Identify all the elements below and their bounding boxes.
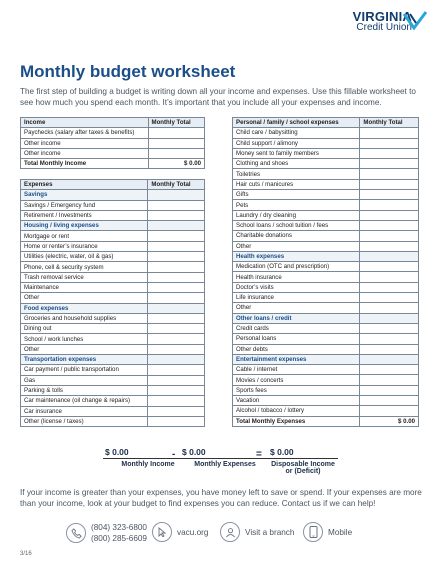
- summary-disposable: [268, 447, 338, 475]
- summary-disposable-value: $ 0.00: [268, 447, 338, 459]
- website-link[interactable]: vacu.org: [177, 527, 209, 537]
- table-row: Alcohol / tobacco / lottery: [233, 406, 360, 416]
- summary-disposable-label: [268, 461, 338, 475]
- page-title: Monthly budget worksheet: [20, 62, 236, 81]
- amount-field[interactable]: [148, 210, 205, 220]
- phone-icon: [66, 523, 86, 543]
- amount-field[interactable]: [148, 128, 205, 138]
- income-total-value: $ 0.00: [148, 159, 205, 169]
- amount-field[interactable]: [360, 241, 419, 251]
- minus-sign: -: [172, 449, 176, 460]
- expenses-table: [20, 179, 205, 427]
- amount-field[interactable]: [360, 200, 419, 210]
- amount-field[interactable]: [360, 303, 419, 313]
- table-row: Life insurance: [233, 293, 360, 303]
- table-row: Sports fees: [233, 385, 360, 395]
- amount-field[interactable]: [360, 169, 419, 179]
- amount-field[interactable]: [360, 138, 419, 148]
- table-row: Utilities (electric, water, oil & gas): [21, 252, 148, 262]
- amount-field[interactable]: [360, 272, 419, 282]
- table-row: Paychecks (salary after taxes & benefits): [21, 128, 149, 138]
- mobile-phone-icon: [303, 522, 323, 542]
- table-row: Other: [233, 241, 360, 251]
- logo-swoosh-icon: [402, 10, 428, 32]
- amount-field[interactable]: [360, 231, 419, 241]
- footer-date: 3/16: [20, 551, 32, 557]
- logo-name: VIRGINIA: [352, 9, 412, 24]
- amount-field[interactable]: [148, 416, 205, 426]
- amount-field[interactable]: [360, 179, 419, 189]
- amount-field[interactable]: [148, 282, 205, 292]
- table-row: Child support / alimony: [233, 138, 360, 148]
- summary-income-label: Monthly Income: [121, 461, 175, 468]
- amount-field[interactable]: [148, 252, 205, 262]
- section-housing: Housing / living expenses: [21, 221, 148, 231]
- table-row: Other: [21, 293, 148, 303]
- table-row: Credit cards: [233, 323, 360, 333]
- intro-text: The first step of building a budget is writing down all your income and expenses. Use this fillable worksheet to see how much you spend each month. It’s important that you include all your expenses and income.: [20, 87, 416, 107]
- amount-field[interactable]: [148, 324, 205, 334]
- amount-field[interactable]: [148, 200, 205, 210]
- table-row: Home or renter’s insurance: [21, 241, 148, 251]
- table-row: Other: [233, 303, 360, 313]
- amount-field[interactable]: [360, 148, 419, 158]
- expenses-total-header: Monthly Total: [148, 180, 205, 190]
- table-row: Phone, cell & security system: [21, 262, 148, 272]
- expenses-total-label: Total Monthly Expenses: [233, 416, 360, 426]
- table-row: Other: [21, 344, 148, 354]
- table-row: Other debts: [233, 344, 360, 354]
- amount-field[interactable]: [360, 282, 419, 292]
- amount-field[interactable]: [360, 293, 419, 303]
- amount-field[interactable]: [360, 334, 419, 344]
- table-row: Mortgage or rent: [21, 231, 148, 241]
- table-row: Movies / concerts: [233, 375, 360, 385]
- amount-field[interactable]: [360, 365, 419, 375]
- amount-field[interactable]: [360, 128, 419, 138]
- table-row: School / work lunches: [21, 334, 148, 344]
- visit-branch-text[interactable]: Visit a branch: [245, 527, 295, 537]
- table-row: Savings / Emergency fund: [21, 200, 148, 210]
- table-row: Trash removal service: [21, 272, 148, 282]
- expenses-header: Expenses: [21, 180, 148, 190]
- table-row: Other income: [21, 138, 149, 148]
- table-row: Maintenance: [21, 282, 148, 292]
- table-row: Child care / babysitting: [233, 128, 360, 138]
- amount-field[interactable]: [148, 396, 205, 406]
- section-food: Food expenses: [21, 303, 148, 313]
- table-row: Groceries and household supplies: [21, 313, 148, 323]
- amount-field[interactable]: [148, 293, 205, 303]
- amount-field[interactable]: [360, 396, 419, 406]
- summary-expenses-label: Monthly Expenses: [194, 461, 256, 468]
- expenses-total-value: $ 0.00: [360, 416, 419, 426]
- income-total-label: Total Monthly Income: [21, 159, 149, 169]
- section-transportation: Transportation expenses: [21, 355, 148, 365]
- table-row: School loans / school tuition / fees: [233, 220, 360, 230]
- amount-field[interactable]: [148, 334, 205, 344]
- amount-field[interactable]: [148, 138, 205, 148]
- amount-field[interactable]: [360, 159, 419, 169]
- amount-field[interactable]: [148, 344, 205, 354]
- amount-field[interactable]: [148, 313, 205, 323]
- closing-text: If your income is greater than your expenses, you have money left to save or spend. If your expenses are more than your income, look at your budget to find expenses you can reduce. Contact us if we can help!: [20, 488, 422, 508]
- amount-field[interactable]: [148, 375, 205, 385]
- phone-number-1[interactable]: (804) 323-6800: [91, 523, 147, 532]
- table-row: Doctor’s visits: [233, 282, 360, 292]
- income-total-header: Monthly Total: [148, 118, 205, 128]
- disposable-label-line2: or (Deficit): [285, 468, 321, 475]
- amount-field[interactable]: [148, 241, 205, 251]
- table-row: Laundry / dry cleaning: [233, 210, 360, 220]
- personal-expenses-table: [232, 117, 419, 427]
- amount-field[interactable]: [360, 210, 419, 220]
- amount-field[interactable]: [148, 231, 205, 241]
- income-header: Income: [21, 118, 149, 128]
- section-loans: Other loans / credit: [233, 313, 360, 323]
- summary-expenses-value: $ 0.00: [180, 447, 270, 459]
- amount-field[interactable]: [360, 375, 419, 385]
- contact-branch[interactable]: [220, 522, 294, 542]
- amount-field[interactable]: [360, 190, 419, 200]
- amount-field[interactable]: [360, 220, 419, 230]
- table-row: Medication (OTC and prescription): [233, 262, 360, 272]
- table-row: Clothing and shoes: [233, 159, 360, 169]
- table-row: Health insurance: [233, 272, 360, 282]
- contact-phone[interactable]: [66, 522, 147, 544]
- section-savings: Savings: [21, 190, 148, 200]
- amount-field[interactable]: [148, 272, 205, 282]
- personal-header: Personal / family / school expenses: [233, 118, 360, 128]
- table-row: Money sent to family members: [233, 148, 360, 158]
- table-row: Personal loans: [233, 334, 360, 344]
- amount-field[interactable]: [360, 344, 419, 354]
- mobile-text[interactable]: Mobile: [328, 527, 353, 537]
- amount-field[interactable]: [360, 385, 419, 395]
- amount-field[interactable]: [360, 406, 419, 416]
- table-row: Pets: [233, 200, 360, 210]
- contact-web[interactable]: [152, 522, 208, 542]
- amount-field[interactable]: [148, 385, 205, 395]
- table-row: Other (license / taxes): [21, 416, 148, 426]
- equals-sign: =: [256, 449, 262, 460]
- table-row: Car payment / public transportation: [21, 365, 148, 375]
- amount-field[interactable]: [148, 262, 205, 272]
- person-icon: [220, 522, 240, 542]
- table-row: Parking & tolls: [21, 385, 148, 395]
- table-row: Gas: [21, 375, 148, 385]
- contact-mobile[interactable]: [303, 522, 352, 542]
- summary-income-value: $ 0.00: [103, 447, 193, 459]
- table-row: Charitable donations: [233, 231, 360, 241]
- table-row: Hair cuts / manicures: [233, 179, 360, 189]
- amount-field[interactable]: [360, 262, 419, 272]
- table-row: Other income: [21, 148, 149, 158]
- table-row: Gifts: [233, 190, 360, 200]
- table-row: Toiletries: [233, 169, 360, 179]
- table-row: Vacation: [233, 396, 360, 406]
- logo-sub: Credit Union: [356, 22, 412, 33]
- table-row: Retirement / Investments: [21, 210, 148, 220]
- section-health: Health expenses: [233, 251, 360, 261]
- table-row: Dining out: [21, 324, 148, 334]
- section-entertainment: Entertainment expenses: [233, 354, 360, 364]
- personal-total-header: Monthly Total: [360, 118, 419, 128]
- amount-field[interactable]: [148, 406, 205, 416]
- amount-field[interactable]: [148, 148, 205, 158]
- amount-field[interactable]: [360, 323, 419, 333]
- cursor-icon: [152, 522, 172, 542]
- table-row: Cable / internet: [233, 365, 360, 375]
- amount-field[interactable]: [148, 365, 205, 375]
- phone-number-2[interactable]: (800) 285-6609: [91, 534, 147, 543]
- table-row: Car insurance: [21, 406, 148, 416]
- table-row: Car maintenance (oil change & repairs): [21, 396, 148, 406]
- disposable-label-line1: Disposable Income: [271, 461, 335, 468]
- income-table: [20, 117, 205, 169]
